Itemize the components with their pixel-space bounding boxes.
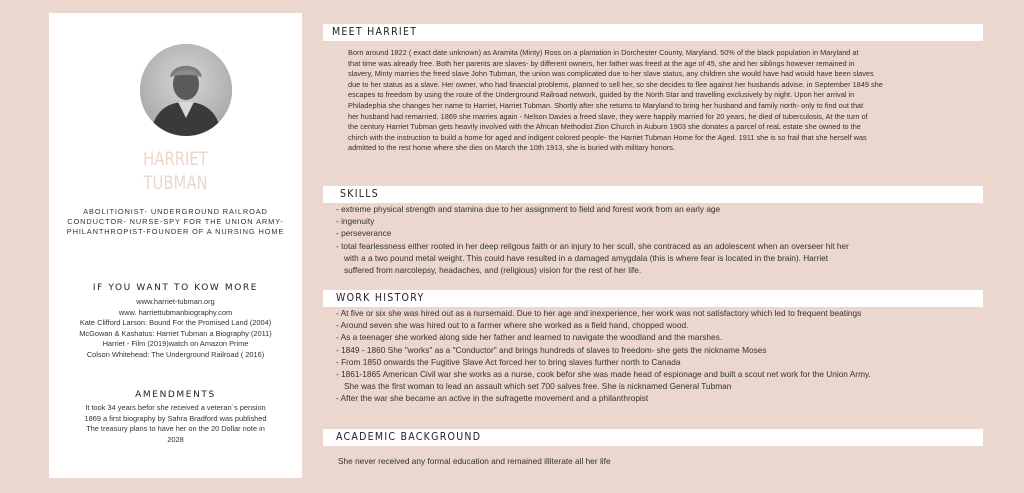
bio-line: Philadephia she changes her name to Harriet, Harriet Tubman. Shortly after she returns to Maryland to bring her husband and family north- only to find out that — [348, 100, 864, 110]
bio-line: escapes to freedom by using the route of the Underground Railroad network, guided by the North Star and travelling exclusively by night. Upon her arrival in — [348, 90, 855, 100]
roles-subtitle — [49, 207, 302, 237]
more-info-heading: IF YOU WANT TO KOW MORE — [92, 283, 259, 293]
work-item: - At five or six she was hired out as a nursemaid. Due to her age and inexperience, her work was not satisfactory which led to frequent beatings — [336, 308, 862, 318]
resource-item: Colson Whitehead: The Underground Railroad ( 2016) — [86, 349, 265, 359]
section-header-academic — [323, 429, 983, 446]
section-header-work — [323, 290, 983, 307]
bio-line: slavery, Minty marries the freed slave John Tubman, the union was complicated due to her slave status, any children she would have had would have been slaves — [348, 69, 874, 79]
section-header-skills — [323, 186, 983, 203]
skill-item-continuation: with a a two pound metal weight. This could have resulted in a damaged amygdala (this is where fear is located in the brain). Harriet — [344, 252, 829, 263]
section-title: MEET HARRIET — [332, 26, 418, 38]
section-header-meet — [323, 24, 983, 41]
bio-line: Born around 1822 ( exact date unknown) as Aramita (Minty) Ross on a plantation in Dorchester County, Maryland. 50% of the black population in Maryland at — [348, 48, 859, 57]
skill-item: - perseverance — [336, 228, 392, 239]
link-harriettubmanbiography[interactable]: www. harriettubmanbiography.com — [118, 307, 233, 317]
academic-text: She never received any formal education and remained illiterate all her life — [338, 456, 611, 466]
skill-item: - ingenuity — [336, 216, 375, 227]
name-line-last: TUBMAN — [143, 172, 208, 194]
skill-item: - extreme physical strength and stamina due to her assignment to field and forest work from an early age — [336, 204, 721, 214]
bio-line: that time was already free. Both her parents are slaves- by different owners, her father was freed at the age of 45, she and her siblings however remained in — [348, 58, 855, 68]
work-item: - After the war she became an active in the sufragette movement and a philanthropist — [336, 393, 649, 404]
more-info-list — [49, 297, 302, 361]
resource-item: McGowan & Kashatus: Harriet Tubman a Biography (2011) — [79, 328, 272, 338]
amendment-line: The treasury plans to have her on the 20 Dollar note in — [86, 424, 265, 434]
link-harriet-tubman-org[interactable]: www.harriet-tubman.org — [136, 297, 215, 306]
skill-item: - total fearlessness either rooted in her deep religous faith or an injury to her scull, she contraced as an adolescent when an overseer hit her — [336, 240, 849, 251]
role-line: ABOLITIONIST- UNDERGROUND RAILROAD — [83, 207, 268, 216]
section-title: SKILLS — [340, 188, 380, 200]
bio-paragraph — [348, 48, 993, 154]
skill-item-continuation: suffered from narcolepsy, headaches, and (religious) vision for the rest of her life. — [344, 265, 642, 276]
work-item: - As a teenager she worked along side her father and learned to navigate the woodland and the marshes. — [336, 332, 723, 343]
amendments-heading: AMENDMENTS — [135, 390, 216, 400]
resource-item: Harriet - Film (2019)watch on Amazon Prime — [102, 339, 249, 349]
amendment-line: 2028 — [167, 434, 184, 444]
role-line: PHILANTHROPIST-FOUNDER OF A NURSING HOME — [66, 227, 285, 236]
name-line-first: HARRIET — [143, 148, 208, 170]
portrait-photo — [140, 44, 232, 136]
amendment-line: It took 34 years befor she received a veteran´s pension — [85, 403, 266, 412]
bio-line: due to her status as a slave. Her owner, who had financial problems, planned to sell her, so she decides to flee against her husbands advise. in September 1849 she — [348, 79, 883, 89]
work-item: - 1849 - 1860 She "works" as a "Conductor" and brings hundreds of slaves to freedom- she gets the nickname Moses — [336, 344, 767, 355]
work-item: - From 1850 onwards the Fugitive Slave Act forced her to bring slaves further north to Canada — [336, 356, 681, 367]
work-item: - 1861-1865 American Civil war she works as a nurse, cook befor she was made head of espionage and built a scout net work for the Union Army. — [336, 369, 871, 380]
bio-line: chirch with the instruction to build a home for aged and indigent colored people- the Harriet Tubman Home for the Aged. 1911 she is so frail that she herself was — [348, 132, 867, 142]
work-item: - Around seven she was hired out to a farmer where she worked as a field hand, chopped wood. — [336, 320, 689, 331]
person-name — [77, 147, 274, 195]
role-line: CONDUCTOR- NURSE-SPY FOR THE UNION ARMY- — [67, 217, 284, 226]
skills-list — [336, 203, 849, 276]
section-title: WORK HISTORY — [336, 292, 425, 304]
work-history-list — [336, 307, 871, 405]
amendment-line: 1869 a first biography by Sahra Bradford was published — [84, 413, 267, 423]
profile-card — [49, 13, 302, 478]
bio-line: admitted to the rest home where she dies on March the 10th 1913, she is buried with military honors. — [348, 143, 675, 153]
bio-line: the century Harriet Tubman gets heavily involved with the African Methodist Zion Church in Auburn 1903 she donates a parcel of reaL estate she owned to the — [348, 122, 861, 132]
amendments-list — [49, 403, 302, 445]
portrait-image — [140, 44, 232, 136]
resource-item: Kate Clifford Larson: Bound For the Promised Land (2004) — [79, 318, 272, 328]
section-title: ACADEMIC BACKGROUND — [336, 431, 482, 443]
bio-line: her husband had remarried. 1869 she marries again - Nelson Davies a freed slave, they were happily married for 20 years, he died of tuberculosis, At the turn of — [348, 111, 868, 121]
work-item-continuation: She was the first woman to lead an assault which set 700 salves free. She is nicknamed General Tubman — [344, 381, 732, 392]
